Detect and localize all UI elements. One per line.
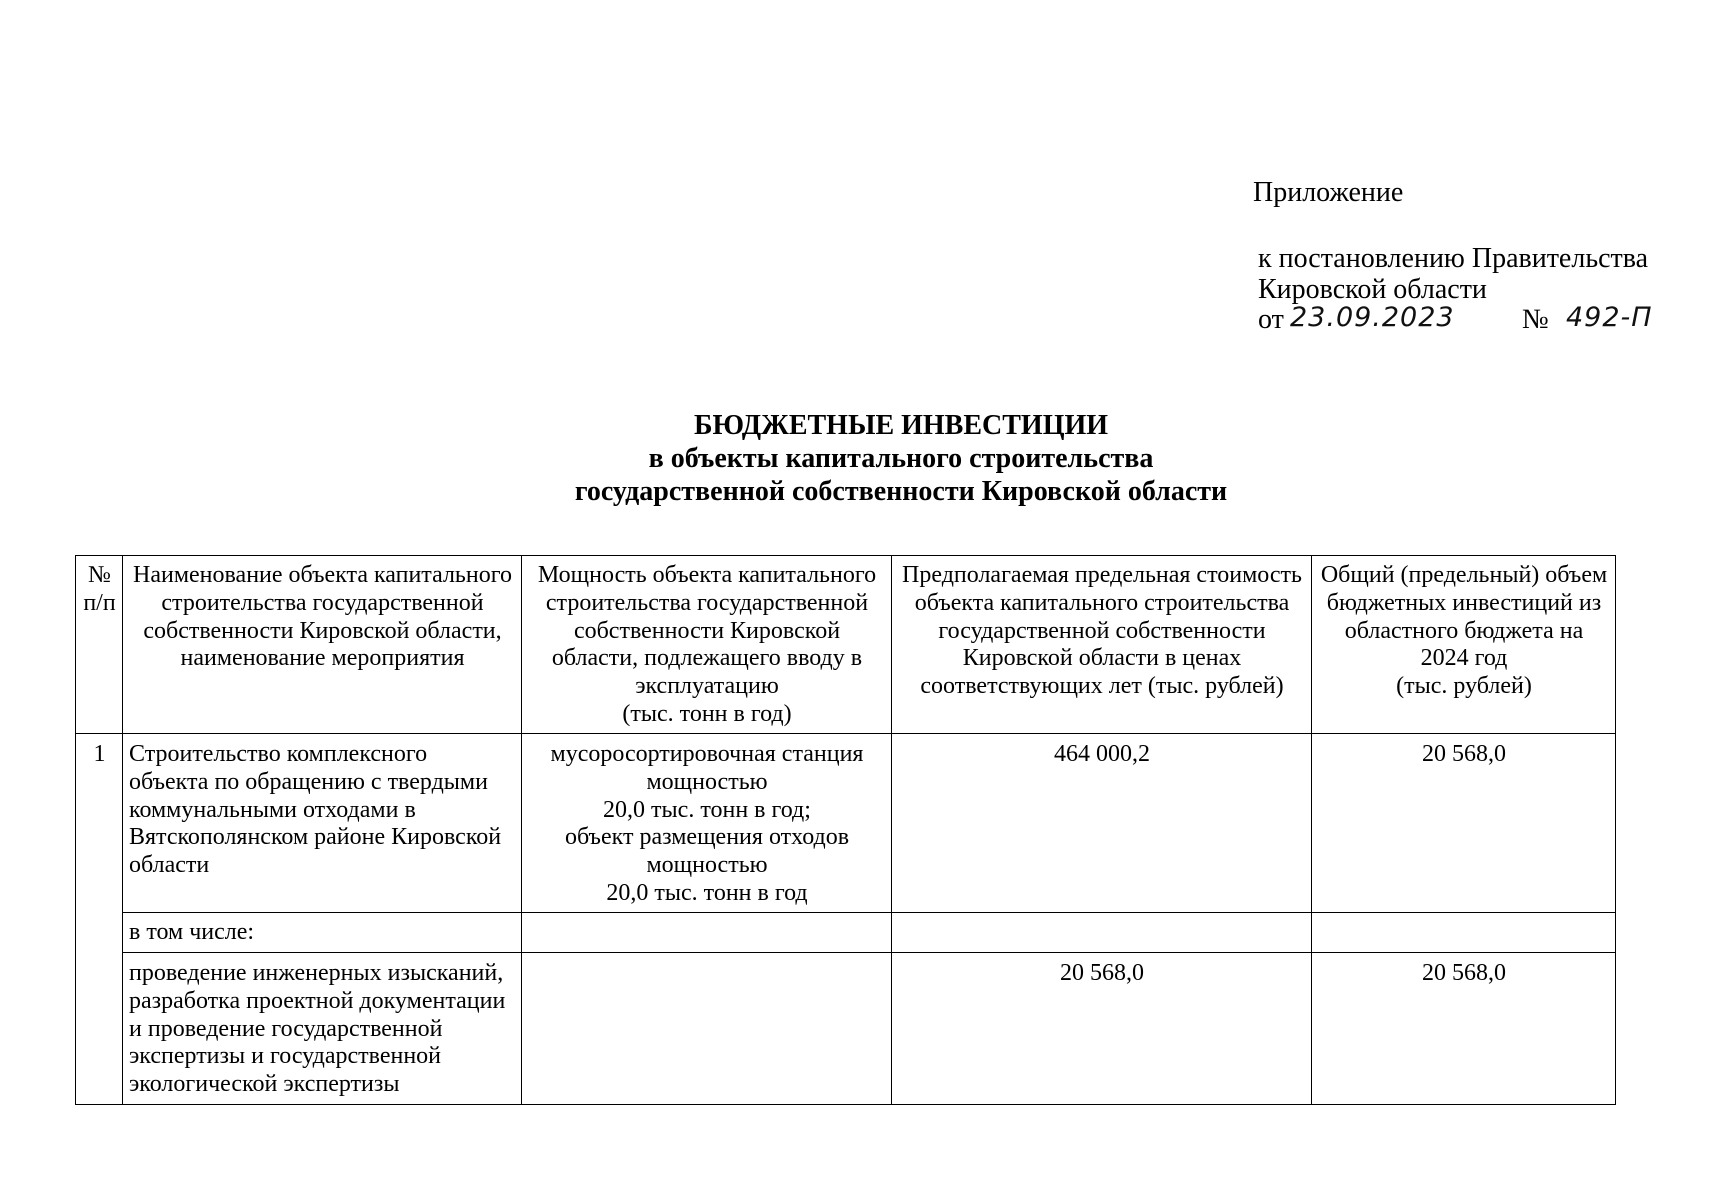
header-cell-investment-2024: [1312, 556, 1616, 734]
cell-line: экспертизы и государственной: [129, 1043, 442, 1070]
row-number: 1: [93, 741, 106, 767]
cell-line: 20,0 тыс. тонн в год;: [603, 796, 811, 823]
header-line: (тыс. рублей): [1396, 673, 1532, 700]
heading-line-3: государственной собственности Кировской области: [574, 476, 1228, 507]
cell-line: Строительство комплексного: [129, 741, 428, 767]
header-cell-number: [76, 556, 123, 734]
estimated-cost-value: 20 568,0: [1060, 960, 1144, 986]
header-line: бюджетных инвестиций из: [1326, 589, 1602, 616]
capacity-cell: [522, 913, 892, 953]
appendix-handwritten-number: 492-П: [1566, 302, 1653, 333]
cell-line: мощностью: [646, 852, 768, 879]
investment-2024-cell: [1312, 953, 1616, 1105]
header-line: наименование мероприятия: [180, 645, 465, 672]
header-line: областного бюджета на: [1344, 617, 1584, 644]
cell-line: проведение инженерных изысканий,: [129, 960, 504, 986]
investment-2024-value: 20 568,0: [1422, 960, 1506, 986]
estimated-cost-cell: [892, 913, 1312, 953]
header-cell-estimated-cost: [892, 556, 1312, 734]
document-heading: [401, 409, 1401, 508]
object-name-cell: [123, 913, 522, 953]
appendix-number-prefix: №: [1522, 304, 1549, 335]
cell-line: и проведение государственной: [129, 1015, 443, 1042]
table-row: [76, 913, 1616, 953]
capacity-cell: [522, 734, 892, 913]
appendix-resolution-line: к постановлению Правительства: [1258, 243, 1649, 274]
cell-line: мощностью: [646, 768, 768, 795]
table-row: [76, 734, 1616, 913]
header-line: Общий (предельный) объем: [1320, 562, 1608, 588]
header-line: 2024 год: [1420, 645, 1508, 672]
cell-line: мусоросортировочная станция: [550, 741, 864, 767]
investment-2024-cell: [1312, 913, 1616, 953]
estimated-cost-value: 464 000,2: [1054, 741, 1150, 767]
estimated-cost-cell: [892, 734, 1312, 913]
header-line: эксплуатацию: [635, 673, 779, 700]
cell-line: коммунальными отходами в: [129, 796, 416, 823]
cell-line: экологической экспертизы: [129, 1071, 400, 1098]
appendix-region-line: Кировской области: [1258, 274, 1487, 305]
header-line: Мощность объекта капитального: [537, 562, 877, 588]
cell-line: области: [129, 852, 210, 879]
header-line: Предполагаемая предельная стоимость: [902, 562, 1302, 588]
appendix-title: Приложение: [1253, 177, 1404, 208]
budget-investments-table: [75, 555, 1616, 1105]
row-number-cell: [76, 734, 123, 1105]
header-line: Наименование объекта капитального: [133, 562, 512, 588]
cell-line: объект размещения отходов: [564, 824, 850, 851]
heading-line-2: в объекты капитального строительства: [648, 443, 1154, 474]
estimated-cost-cell: [892, 953, 1312, 1105]
header-line: №: [88, 562, 111, 588]
capacity-cell: [522, 953, 892, 1105]
investment-2024-cell: [1312, 734, 1616, 913]
header-line: области, подлежащего вводу в: [551, 645, 863, 672]
header-line: собственности Кировской: [573, 617, 841, 644]
header-line: собственности Кировской области,: [143, 617, 502, 644]
header-line: строительства государственной: [161, 589, 484, 616]
heading-line-1: БЮДЖЕТНЫЕ ИНВЕСТИЦИИ: [693, 410, 1109, 441]
header-line: объекта капитального строительства: [914, 589, 1290, 616]
table-header-row: [76, 556, 1616, 734]
cell-line: в том числе:: [129, 919, 255, 945]
object-name-cell: [123, 953, 522, 1105]
header-line: п/п: [83, 589, 116, 616]
header-line: Кировской области в ценах: [962, 645, 1242, 672]
header-line: (тыс. тонн в год): [622, 700, 792, 727]
header-line: государственной собственности: [938, 617, 1266, 644]
object-name-cell: [123, 734, 522, 913]
header-line: соответствующих лет (тыс. рублей): [920, 673, 1284, 700]
cell-line: разработка проектной документации: [129, 987, 506, 1014]
cell-line: объекта по обращению с твердыми: [129, 768, 488, 795]
header-cell-capacity: [522, 556, 892, 734]
appendix-date-prefix: от: [1258, 304, 1284, 335]
investment-2024-value: 20 568,0: [1422, 741, 1506, 767]
header-cell-object-name: [123, 556, 522, 734]
table-row: [76, 953, 1616, 1105]
header-line: строительства государственной: [545, 589, 869, 616]
appendix-handwritten-date: 23.09.2023: [1290, 302, 1455, 333]
cell-line: 20,0 тыс. тонн в год: [606, 879, 808, 906]
cell-line: Вятскополянском районе Кировской: [129, 824, 502, 851]
